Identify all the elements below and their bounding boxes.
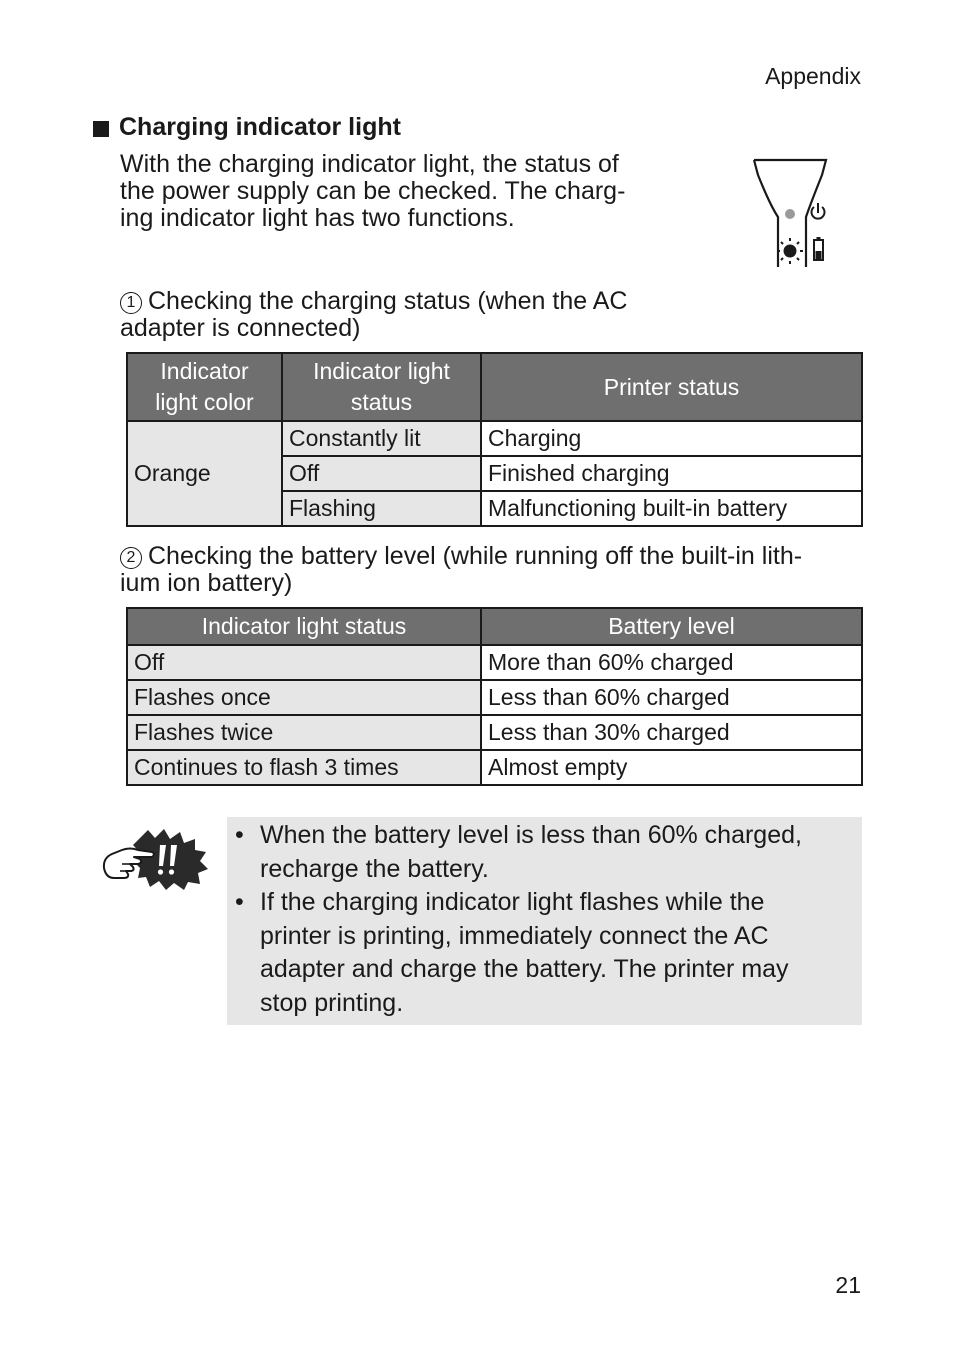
note-text (260, 819, 802, 886)
page-number: 21 (835, 1272, 861, 1298)
column-header-indicator-status (282, 353, 481, 421)
table-cell: Less than 30% charged (481, 715, 862, 750)
pointing-hand-exclamation-icon (100, 828, 210, 890)
table-cell: Less than 60% charged (481, 680, 862, 715)
header-line: Printer status (603, 373, 740, 400)
column-header-indicator-color (127, 353, 282, 421)
table-cell: Flashes once (127, 680, 481, 715)
table-row (127, 715, 862, 750)
table-cell: Continues to flash 3 times (127, 750, 481, 785)
square-bullet-icon (93, 121, 109, 137)
running-header: Appendix (765, 63, 861, 89)
header-line: light color (155, 389, 254, 415)
intro-line: With the charging indicator light, the status of (120, 150, 619, 178)
table-row (127, 645, 862, 680)
table-cell: Charging (481, 421, 862, 456)
bullet: • (235, 821, 244, 849)
note-line: recharge the battery. (260, 854, 489, 883)
section-1-heading (120, 288, 627, 342)
note-line: When the battery level is less than 60% charged, (260, 821, 802, 849)
bullet: • (235, 888, 244, 916)
table-row (127, 680, 862, 715)
section-heading (93, 113, 401, 142)
intro-paragraph (120, 151, 690, 232)
header-line: Indicator light (313, 358, 450, 384)
table-cell: Flashing (282, 491, 481, 526)
table-header-row (127, 353, 862, 421)
note-line: adapter and charge the battery. The printer may (260, 955, 789, 983)
column-header-printer-status (481, 353, 862, 421)
section-1-line: Checking the charging status (when the AC (148, 287, 628, 315)
header-line: Indicator (160, 358, 249, 384)
table-cell: Malfunctioning built-in battery (481, 491, 862, 526)
note-line: If the charging indicator light flashes while the (260, 888, 765, 916)
table-row (127, 750, 862, 785)
table-row (127, 421, 862, 456)
circled-number-1: 1 (120, 292, 142, 314)
battery-icon (814, 237, 823, 260)
note-line: stop printing. (260, 988, 404, 1017)
power-led-icon (785, 209, 795, 219)
table-cell: Almost empty (481, 750, 862, 785)
note-box (227, 817, 862, 1025)
note-item (235, 819, 852, 886)
section-2-line: Checking the battery level (while running off the built-in lith- (148, 542, 803, 570)
section-1-line: adapter is connected) (120, 314, 361, 342)
table-cell: Off (282, 456, 481, 491)
indicator-color-cell: Orange (127, 421, 282, 526)
column-header-indicator-status: Indicator light status (127, 608, 481, 645)
indicator-light-figure (748, 155, 834, 270)
power-icon (812, 203, 825, 219)
table-cell: Constantly lit (282, 421, 481, 456)
charging-status-table (126, 352, 863, 527)
battery-level-table (126, 607, 863, 786)
table-cell: Flashes twice (127, 715, 481, 750)
note-item (235, 886, 852, 1020)
circled-number-2: 2 (120, 547, 142, 569)
table-header-row (127, 608, 862, 645)
note-text (260, 886, 789, 1020)
table-cell: Finished charging (481, 456, 862, 491)
table-cell: Off (127, 645, 481, 680)
column-header-battery-level: Battery level (481, 608, 862, 645)
intro-line: ing indicator light has two functions. (120, 204, 515, 232)
section-2-line: ium ion battery) (120, 569, 293, 597)
intro-line: the power supply can be checked. The charg- (120, 177, 626, 205)
section-heading-text: Charging indicator light (119, 113, 401, 141)
header-line: status (350, 389, 413, 415)
note-line: printer is printing, immediately connect the AC (260, 921, 769, 950)
section-2-heading (120, 543, 802, 597)
indicator-light-icon (777, 238, 803, 264)
table-cell: More than 60% charged (481, 645, 862, 680)
